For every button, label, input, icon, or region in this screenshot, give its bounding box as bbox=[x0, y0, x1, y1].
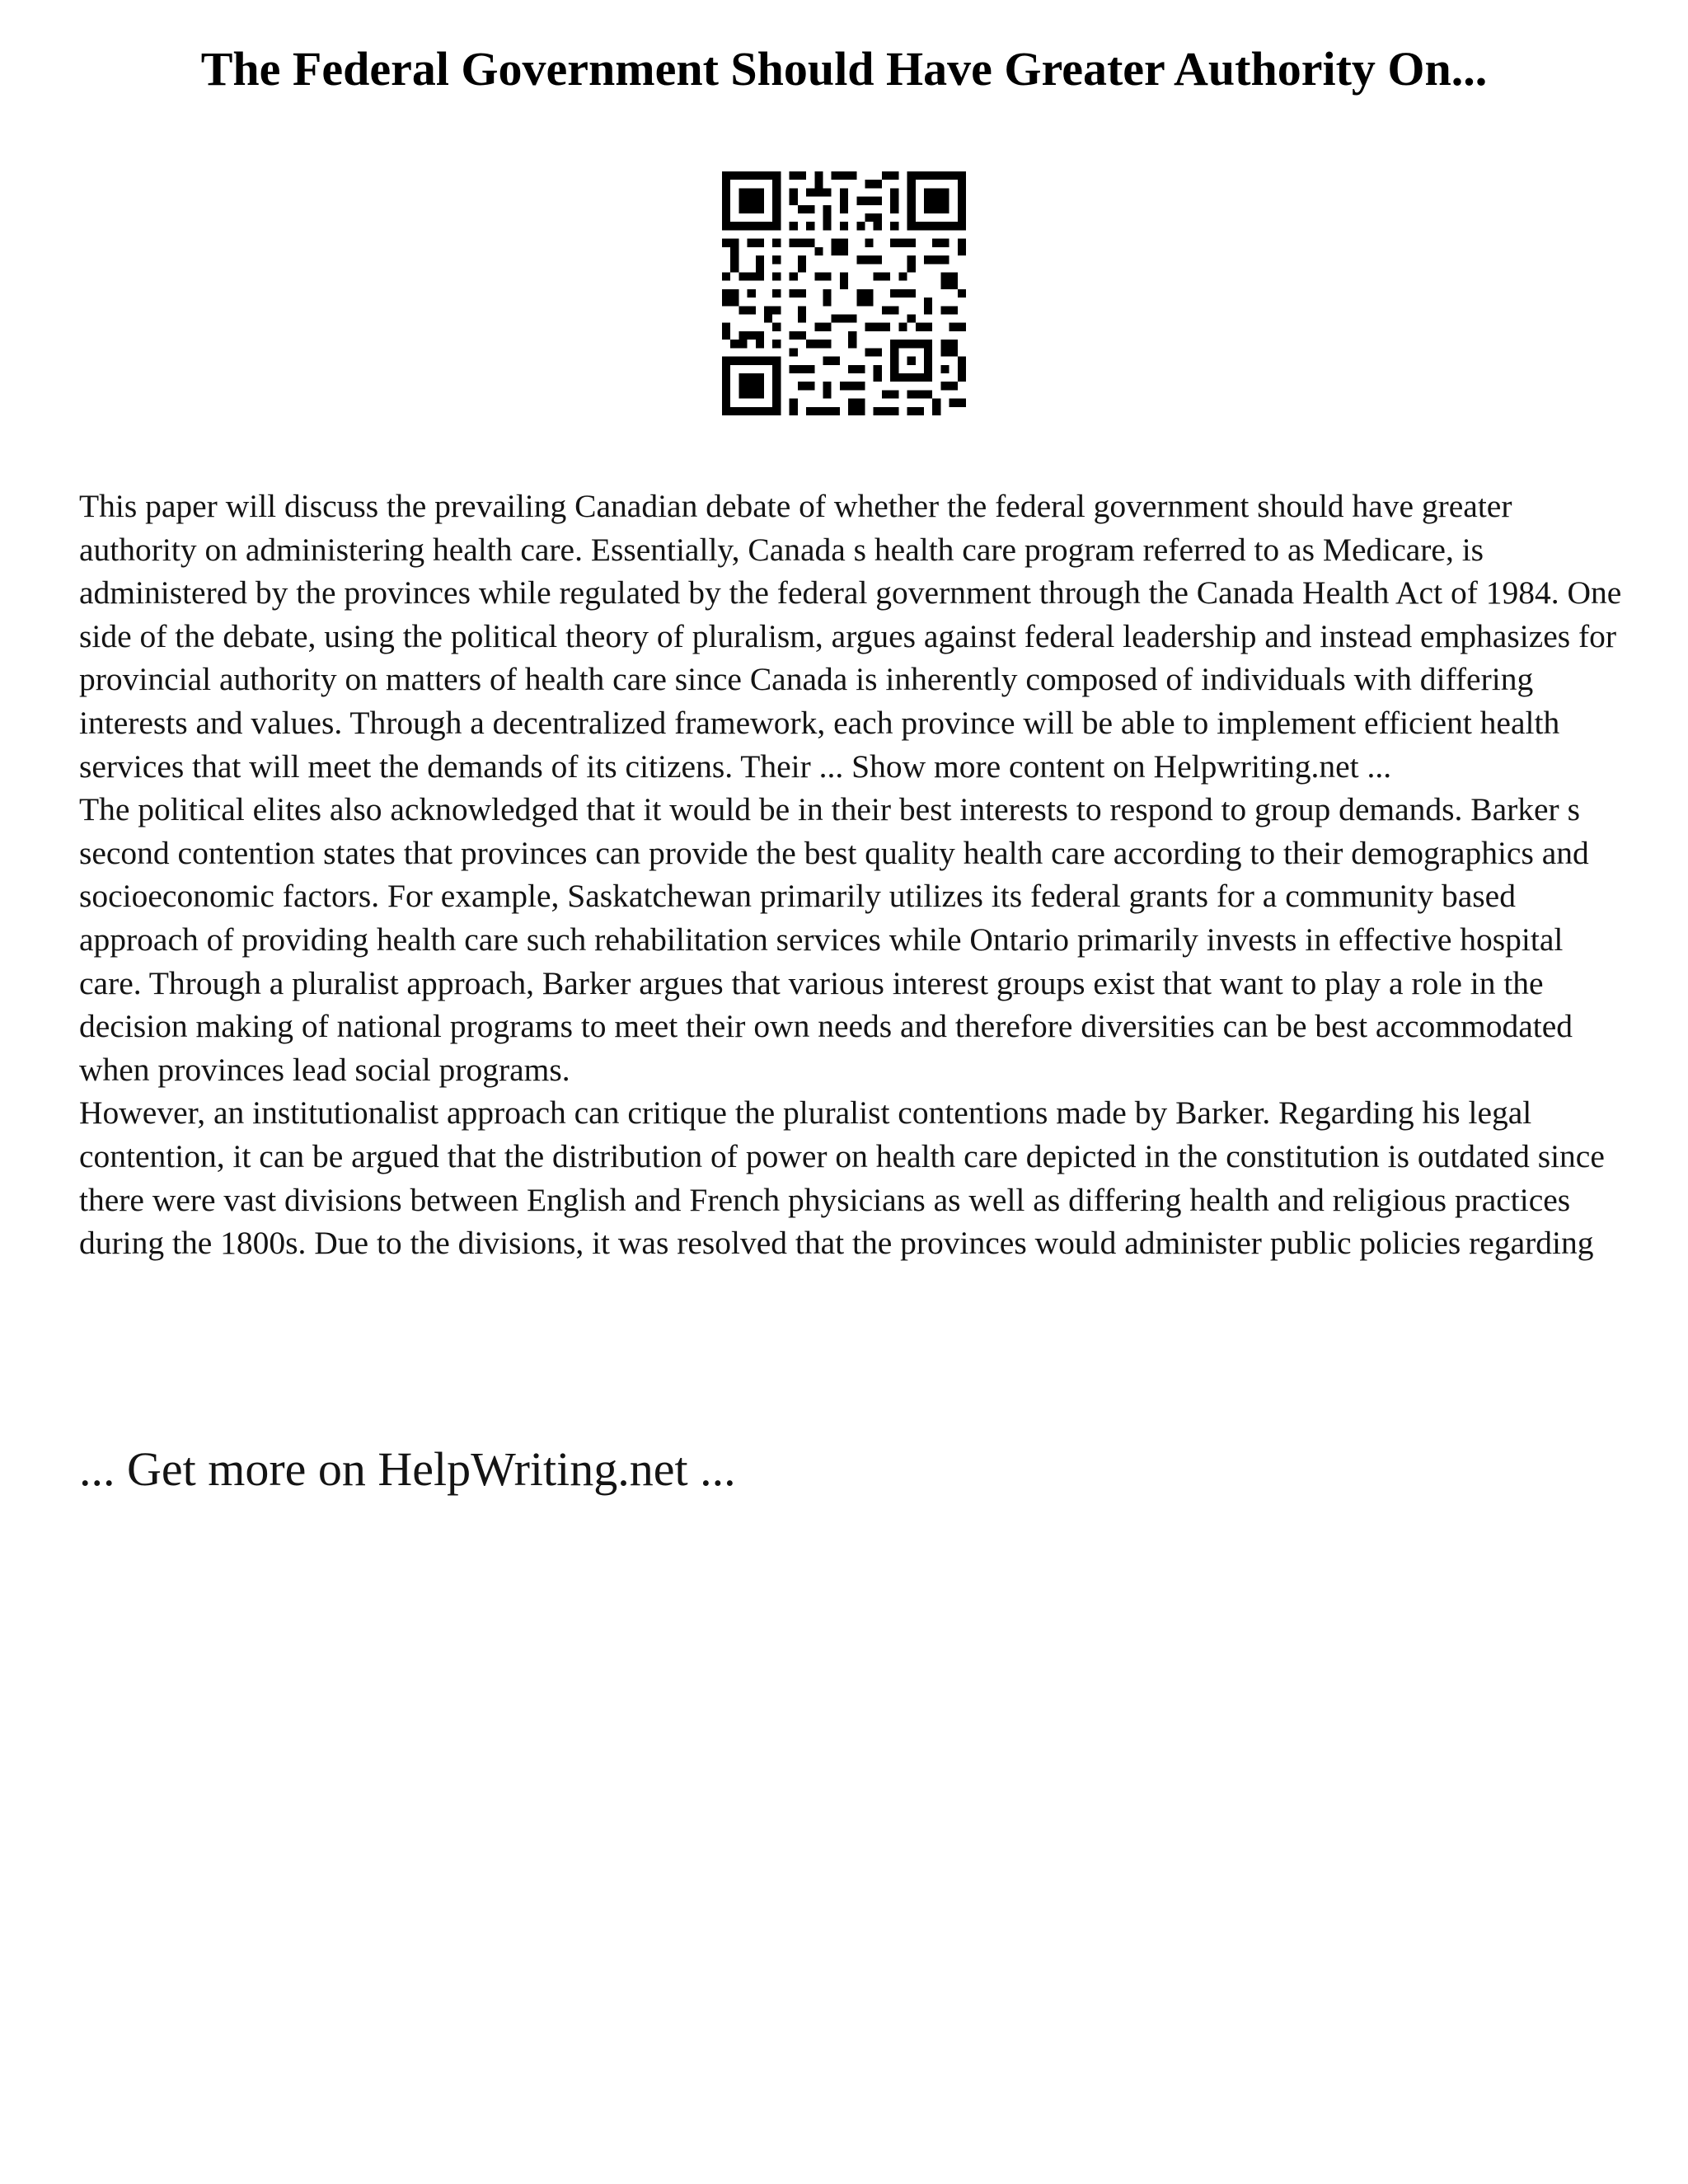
get-more-link[interactable]: ... Get more on HelpWriting.net ... bbox=[79, 1442, 736, 1496]
article-body bbox=[79, 485, 1629, 1265]
paragraph: The political elites also acknowledged that it would be in their best interests to respond to group demands. Barker s second contention states that provinces can provide the best quality health care according to their demographics and socioeconomic factors. For example, Saskatchewan primarily utilizes its federal grants for a community based approach of providing health care such rehabilitation services while Ontario primarily invests in effective hospital care. Through a pluralist approach, Barker argues that various interest groups exist that want to play a role in the decision making of national programs to meet their own needs and therefore diversities can be best accommodated when provinces lead social programs. bbox=[79, 791, 1589, 1088]
paragraph: However, an institutionalist approach can critique the pluralist contentions made by Barker. Regarding his legal contention, it can be argued that the distribution of power on health care depicted in the constitution is outdated since there were vast divisions between English and French physicians as well as differing health and religious practices during the 1800s. Due to the divisions, it was resolved that the provinces would administer public policies regarding bbox=[79, 1094, 1605, 1262]
document-title: The Federal Government Should Have Greater Authority On... bbox=[200, 42, 1488, 96]
qr-code bbox=[722, 171, 966, 415]
paragraph: This paper will discuss the prevailing Canadian debate of whether the federal government should have greater authority on administering health care. Essentially, Canada s health care program referred to as Medicare, is administered by the provinces while regulated by the federal government through the Canada Health Act of 1984. One side of the debate, using the political theory of pluralism, argues against federal leadership and instead emphasizes for provincial authority on matters of health care since Canada is inherently composed of individuals with differing interests and values. Through a decentralized framework, each province will be able to implement efficient health services that will meet the demands of its citizens. Their ... Show more content on Helpwriting.net ... bbox=[79, 488, 1622, 785]
